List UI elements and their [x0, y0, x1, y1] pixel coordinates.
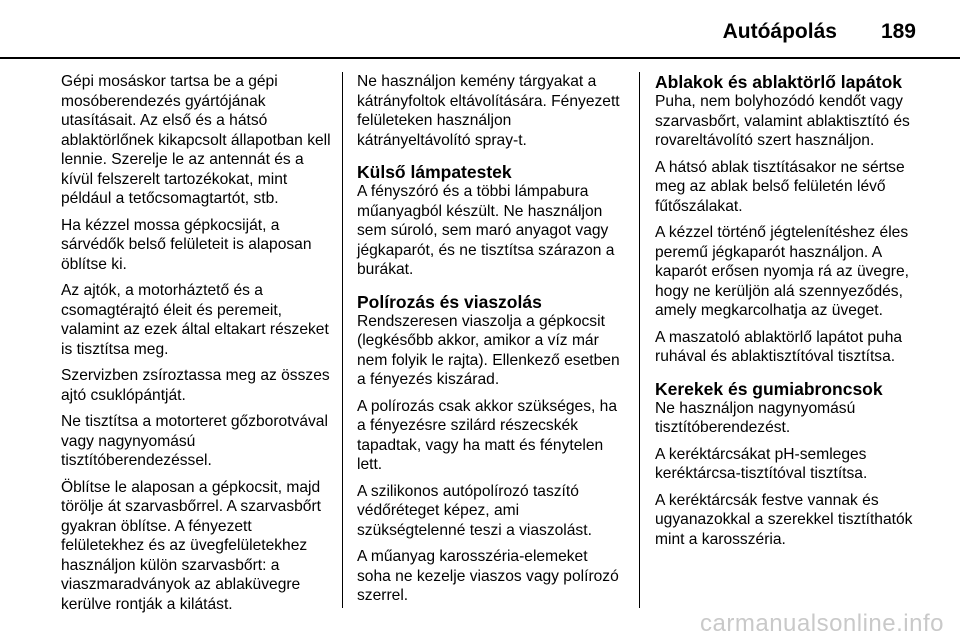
paragraph: A műanyag karosszéria-elemeket soha ne kezelje viaszos vagy polírozó szerrel.: [357, 548, 619, 604]
paragraph: A kézzel történő jégtelenítéshez éles peremű jégkaparót használjon. A kaparót erősen nyomja rá az üvegre, hogy ne kerüljön alá szennyeződés, amely megkarcolhatja az üveget.: [655, 224, 909, 319]
paragraph: Ne tisztítsa a motorteret gőzborotvával vagy nagynyomású tisztítóberendezéssel.: [61, 413, 328, 469]
section-heading-exterior-lamps: Külső lámpatestek: [357, 162, 512, 182]
header-rule: [0, 57, 960, 59]
paragraph: A keréktárcsák festve vannak és ugyanazokkal a szerekkel tisztíthatók mint a karosszéria.: [655, 491, 913, 548]
paragraph: A hátsó ablak tisztításakor ne sértse meg az ablak belső felületén lévő fűtőszálakat.: [655, 158, 905, 215]
paragraph: A fényszóró és a többi lámpabura műanyagból készült. Ne használjon sem súroló, sem maró anyagot vagy jégkaparót, és ne tisztítsa szárazon a burákat.: [357, 183, 615, 278]
paragraph: A keréktárcsákat pH-semleges keréktárcsa-tisztítóval tisztítsa.: [655, 445, 868, 482]
column-divider: [639, 72, 640, 608]
paragraph: Szervizben zsíroztassa meg az összes ajtó csuklópántját.: [61, 367, 330, 404]
section-heading-polishing: Polírozás és viaszolás: [357, 291, 542, 312]
column-3: [655, 72, 925, 556]
page-number: 189: [880, 20, 916, 43]
paragraph: Öblítse le alaposan a gépkocsit, majd törölje át szarvasbőrrel. A szarvasbőrt gyakran öblítse. A fényezett felületekhez és az üvegfelületekhez használjon külön szarvasbőrt: a viaszmaradványok az ablaküvegre kerülve rontják a kilátást.: [61, 478, 322, 613]
paragraph: Rendszeresen viaszolja a gépkocsit (legkésőbb akkor, amikor a víz már nem folyik le rajta). Ellenkező esetben a fényezés kiszárad.: [357, 312, 620, 388]
paragraph: Ne használjon kemény tárgyakat a kátrányfoltok eltávolítására. Fényezett felületeken használjon kátrányeltávolító spray-t.: [357, 73, 620, 149]
section-heading-wheels: Kerekek és gumiabroncsok: [655, 378, 883, 399]
column-1: [61, 72, 331, 621]
paragraph: A polírozás csak akkor szükséges, ha a fényezésre szilárd részecskék tapadtak, vagy ha matt és fénytelen lett.: [357, 397, 618, 473]
paragraph: Puha, nem bolyhozódó kendőt vagy szarvasbőrt, valamint ablaktisztító és rovareltávolító szert használjon.: [655, 93, 910, 149]
paragraph: A szilikonos autópolírozó taszító védőréteget képez, ami szükségtelenné teszi a viaszolást.: [357, 482, 592, 539]
page-title: Autóápolás: [722, 20, 837, 43]
column-2: [357, 72, 625, 613]
column-divider: [342, 72, 343, 608]
paragraph: Ha kézzel mossa gépkocsiját, a sárvédők belső felületeit is alaposan öblítse ki.: [61, 216, 312, 273]
paragraph: Gépi mosáskor tartsa be a gépi mosóberendezés gyártójának utasításait. Az első és a hátsó ablaktörlőnek kikapcsolt állapotban kell lennie. Szerelje le az antennát és a kívül felszerelt tartozékokat, mint például a tetőcsomagtartót, stb.: [61, 73, 331, 207]
paragraph: Az ajtók, a motorháztető és a csomagtérajtó éleit és peremeit, valamint az ezek által eltakart részeket is tisztítsa meg.: [61, 282, 329, 358]
page-header: [0, 12, 916, 52]
watermark-text: carmanualsonline.info: [700, 610, 944, 637]
paragraph: A maszatoló ablaktörlő lapátot puha ruhával és ablaktisztítóval tisztítsa.: [655, 328, 903, 365]
section-heading-windows: Ablakok és ablaktörlő lapátok: [655, 72, 903, 92]
paragraph: Ne használjon nagynyomású tisztítóberendezést.: [655, 399, 856, 436]
